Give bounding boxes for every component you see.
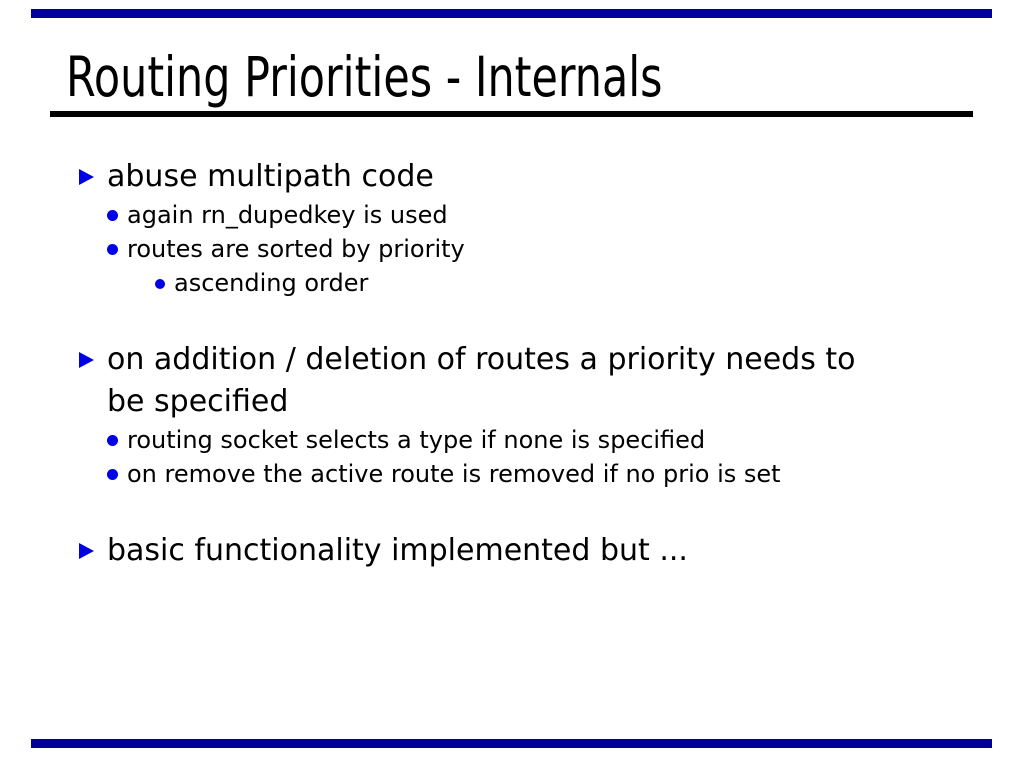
triangle-bullet-icon: [79, 169, 94, 185]
bullet-item-level-1: [79, 530, 979, 572]
bullet-item-level-1: [79, 156, 979, 198]
bottom-edge-bar: [31, 739, 992, 748]
slide-title: Routing Priorities - Internals: [66, 45, 663, 109]
dot-bullet-icon: [107, 210, 118, 221]
bullet-item-level-3: [155, 266, 979, 300]
bullet-text: again rn_dupedkey is used: [127, 201, 448, 229]
title-underline: [50, 111, 973, 117]
triangle-bullet-icon: [79, 352, 94, 368]
bullet-item-level-2: [107, 198, 979, 232]
bullet-text: basic functionality implemented but ...: [107, 533, 688, 568]
dot-bullet-icon: [107, 244, 118, 255]
bullet-item-level-2: [107, 423, 979, 457]
bullet-text: on remove the active route is removed if no prio is set: [127, 460, 781, 488]
dot-bullet-icon: [155, 279, 165, 289]
dot-bullet-icon: [107, 469, 118, 480]
dot-bullet-icon: [107, 435, 118, 446]
bullet-text: ascending order: [174, 269, 369, 297]
triangle-bullet-icon: [79, 543, 94, 559]
bullet-item-level-2: [107, 232, 979, 266]
bullet-text: routes are sorted by priority: [127, 235, 465, 263]
bullet-text: routing socket selects a type if none is specified: [127, 426, 706, 454]
bullet-list: [79, 156, 979, 572]
bullet-item-level-1: [79, 339, 979, 423]
bullet-item-level-2: [107, 457, 979, 491]
bullet-text: on addition / deletion of routes a priority needs to be specified: [107, 342, 856, 419]
bullet-text: abuse multipath code: [107, 159, 434, 194]
top-edge-bar: [31, 9, 992, 18]
